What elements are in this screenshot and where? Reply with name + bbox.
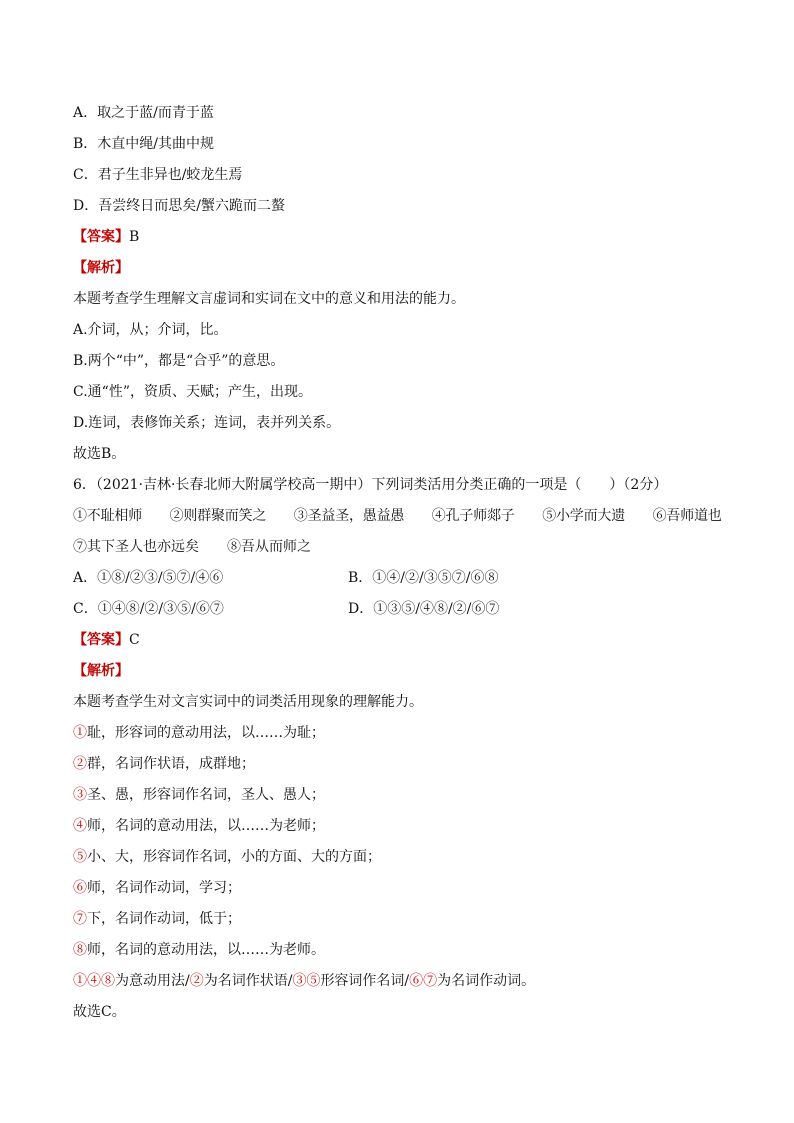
summary-number: ③⑤ <box>292 973 321 989</box>
note-number: ⑦ <box>73 911 87 927</box>
summary-number: ② <box>189 973 204 989</box>
summary-text: 为意动用法/ <box>115 973 190 989</box>
question-items-line-2: ⑦其下圣人也亦远矣 ⑧吾从而师之 <box>73 539 311 555</box>
note-8 <box>73 940 734 960</box>
note-5 <box>73 847 734 867</box>
summary-text: 为名词作状语/ <box>203 973 293 989</box>
analysis-b: B.两个“中”，都是“合乎”的意思。 <box>73 353 285 369</box>
note-text: 师，名词的意动用法，以……为老师。 <box>87 942 325 958</box>
note-text: 师，名词作动词，学习； <box>87 880 241 896</box>
analysis-tag <box>73 258 734 278</box>
note-number: ⑥ <box>73 880 87 896</box>
note-text: 群，名词作状语，成群地； <box>87 756 255 772</box>
option-b: B．木直中绳/其曲中规 <box>73 136 215 152</box>
answer-line <box>73 227 734 247</box>
answer-value: C <box>129 632 140 648</box>
option-c: C．①④⑧/②/③⑤/⑥⑦ <box>73 601 224 617</box>
conclusion: 故选B。 <box>73 446 126 462</box>
note-1 <box>73 723 734 743</box>
answer-tag: 【答案】 <box>73 229 129 245</box>
conclusion: 故选C。 <box>73 1004 126 1020</box>
summary-text: 形容词作名词/ <box>320 973 410 989</box>
note-text: 下，名词作动词，低于； <box>87 911 241 927</box>
summary-number: ①④⑧ <box>73 973 115 989</box>
option-a: A．取之于蓝/而青于蓝 <box>73 105 214 121</box>
answer-tag: 【答案】 <box>73 632 129 648</box>
analysis-tag <box>73 661 734 681</box>
note-text: 圣、愚，形容词作名词，圣人、愚人； <box>87 787 325 803</box>
option-a: A．①⑧/②③/⑤⑦/④⑥ <box>73 570 224 586</box>
summary-line <box>73 971 734 991</box>
note-number: ⑤ <box>73 849 87 865</box>
analysis-tag-label: 【解析】 <box>73 663 129 679</box>
summary-text: 为名词作动词。 <box>437 973 536 989</box>
analysis-tag-label: 【解析】 <box>73 260 129 276</box>
analysis-d: D.连词，表修饰关系；连词，表并列关系。 <box>73 415 341 431</box>
option-row-2 <box>73 599 734 619</box>
note-number: ① <box>73 725 87 741</box>
analysis-intro: 本题考查学生对文言实词中的词类活用现象的理解能力。 <box>73 694 423 710</box>
option-d: D．①③⑤/④⑧/②/⑥⑦ <box>348 601 500 617</box>
option-c: C．君子生非异也/蛟龙生焉 <box>73 167 243 183</box>
analysis-a: A.介词，从；介词，比。 <box>73 322 228 338</box>
note-number: ② <box>73 756 87 772</box>
note-number: ⑧ <box>73 942 87 958</box>
option-b: B．①④/②/③⑤⑦/⑥⑧ <box>348 570 499 586</box>
analysis-c: C.通“性”，资质、天赋；产生，出现。 <box>73 384 312 400</box>
note-6 <box>73 878 734 898</box>
note-2 <box>73 754 734 774</box>
note-text: 师，名词的意动用法，以……为老师； <box>87 818 325 834</box>
question-items-line-1: ①不耻相师 ②则群聚而笑之 ③圣益圣，愚益愚 ④孔子师郯子 ⑤小学而大遗 ⑥吾师道也 <box>73 508 722 524</box>
note-number: ④ <box>73 818 87 834</box>
note-4 <box>73 816 734 836</box>
note-number: ③ <box>73 787 87 803</box>
note-3 <box>73 785 734 805</box>
note-7 <box>73 909 734 929</box>
option-d: D．吾尝终日而思矣/蟹六跪而二螯 <box>73 198 285 214</box>
option-row-1 <box>73 568 734 588</box>
note-text: 耻，形容词的意动用法，以……为耻； <box>87 725 325 741</box>
question-stem: 6．（2021·吉林·长春北师大附属学校高一期中）下列词类活用分类正确的一项是（ ）（2分） <box>73 477 668 493</box>
analysis-intro: 本题考查学生理解文言虚词和实词在文中的意义和用法的能力。 <box>73 291 465 307</box>
summary-number: ⑥⑦ <box>409 973 438 989</box>
answer-line <box>73 630 734 650</box>
answer-value: B <box>129 229 140 245</box>
note-text: 小、大，形容词作名词，小的方面、大的方面； <box>87 849 381 865</box>
